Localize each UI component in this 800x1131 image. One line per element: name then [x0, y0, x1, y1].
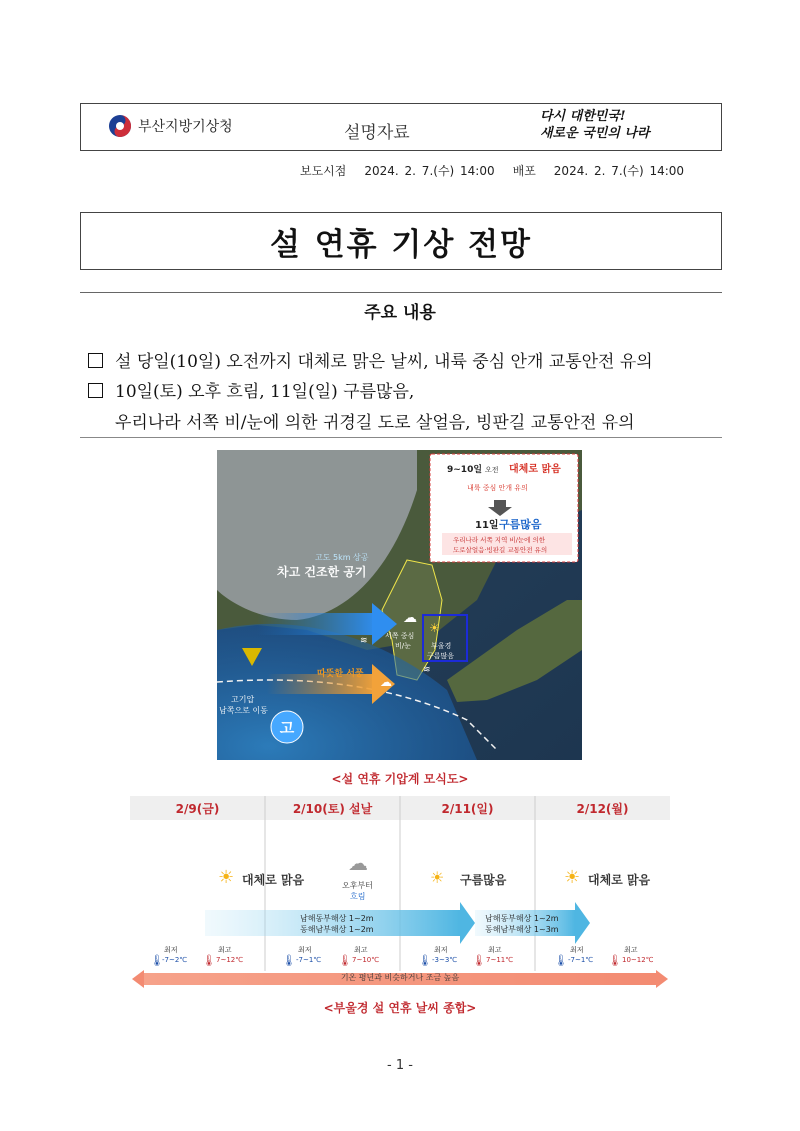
box-warn-1: 우리나라 서쪽 지역 비/눈에 의한	[453, 536, 546, 544]
sun-cloud-icon: ☀	[429, 621, 440, 635]
weather-label: 구름많음	[460, 873, 507, 887]
high-move-label-2: 남쪽으로 이동	[219, 706, 268, 715]
min-label: 최저	[570, 946, 584, 954]
min-temp: -7~1℃	[568, 956, 594, 964]
cold-air-label: 차고 건조한 공기	[277, 565, 367, 579]
sea-state-line: 남해동부해상 1~2m	[300, 914, 374, 923]
bullet-text: 10일(토) 오후 흐림, 11일(일) 구름많음,	[115, 382, 415, 402]
taegeuk-icon	[108, 114, 132, 138]
thermometer-cold-icon: 🌡	[418, 954, 432, 967]
title-box	[80, 212, 722, 270]
thermometer-hot-icon: 🌡	[338, 954, 352, 967]
snow-cloud-icon: ☁	[380, 675, 392, 689]
sea-state	[300, 913, 374, 935]
day-label: 2/10(토) 설날	[292, 802, 373, 816]
press-label: 보도시점	[300, 164, 347, 178]
cold-air-small-label: 고도 5km 상공	[315, 553, 369, 562]
temperature-note: 기온 평년과 비슷하거나 조금 높음	[340, 973, 460, 982]
dist-label: 배포	[512, 164, 536, 178]
busan-label-1: 부울경	[431, 642, 452, 650]
bullet-item	[88, 347, 653, 372]
thermometer-cold-icon: 🌡	[282, 954, 296, 967]
weather-label: 대체로 맑음	[242, 873, 305, 887]
sea-state-line: 동해남부해상 1~3m	[485, 925, 559, 934]
checkbox-square-icon	[88, 383, 103, 398]
box-fog: 내륙 중심 안개 유의	[467, 484, 528, 492]
max-label: 최고	[354, 946, 368, 954]
org-name: 부산지방기상청	[138, 119, 233, 135]
thermometer-hot-icon: 🌡	[202, 954, 216, 967]
wave-icon: ≋	[423, 665, 431, 675]
day-label: 2/11(일)	[441, 802, 494, 816]
dist-time: 2024. 2. 7.(수) 14:00	[553, 164, 685, 178]
page-title: 설 연휴 기상 전망	[270, 226, 532, 263]
max-label: 최고	[624, 946, 638, 954]
min-label: 최저	[298, 946, 312, 954]
page-number: - 1 -	[387, 1058, 413, 1073]
box-wx2: 구름많음	[499, 518, 542, 531]
bullet-text: 설 당일(10일) 오전까지 대체로 맑은 날씨, 내륙 중심 안개 교통안전 유의	[115, 352, 653, 372]
max-temp: 7~11℃	[486, 956, 514, 964]
max-temp: 7~12℃	[216, 956, 244, 964]
divider	[80, 292, 722, 293]
forecast-summary	[130, 796, 670, 988]
pressure-map	[217, 450, 582, 760]
max-temp: 10~12℃	[622, 956, 654, 964]
box-days: 9~10일	[447, 465, 483, 475]
cloud-icon: ☁	[403, 610, 417, 626]
weather-label: 흐림	[350, 892, 366, 901]
divider	[80, 437, 722, 438]
high-pressure-symbol: 고	[279, 719, 295, 737]
day-label: 2/12(월)	[576, 802, 629, 816]
release-info	[300, 162, 702, 179]
map-caption: <설 연휴 기압계 모식도>	[331, 772, 469, 786]
min-temp: -7~2℃	[162, 956, 188, 964]
min-label: 최저	[164, 946, 178, 954]
slogan	[540, 108, 650, 142]
sea-state	[485, 913, 559, 935]
max-label: 최고	[218, 946, 232, 954]
doc-type: 설명자료	[344, 123, 410, 143]
sea-state-line: 동해남부해상 1~2m	[300, 925, 374, 934]
min-temp: -7~1℃	[296, 956, 322, 964]
box-day11: 11일	[475, 520, 499, 531]
sea-state-line: 남해동부해상 1~2m	[485, 914, 559, 923]
cloud-icon: ☁	[348, 851, 368, 875]
weather-label: 오후부터	[342, 881, 373, 890]
min-temp: -3~3℃	[432, 956, 458, 964]
sun-cloud-icon: ☀	[430, 868, 445, 887]
bullet-continuation: 우리나라 서쪽 비/눈에 의한 귀경길 도로 살얼음, 빙판길 교통안전 유의	[115, 413, 635, 433]
thermometer-cold-icon: 🌡	[554, 954, 568, 967]
west-label-1: 서쪽 중심	[385, 632, 415, 640]
max-label: 최고	[488, 946, 502, 954]
bullet-item	[88, 377, 414, 402]
press-time: 2024. 2. 7.(수) 14:00	[364, 164, 495, 178]
slogan-line-2: 새로운 국민의 나라	[540, 126, 650, 141]
checkbox-square-icon	[88, 353, 103, 368]
day-label: 2/9(금)	[175, 802, 220, 816]
slogan-line-1: 다시 대한민국!	[540, 109, 626, 124]
forecast-caption: <부울경 설 연휴 날씨 종합>	[323, 1001, 477, 1015]
high-move-label-1: 고기압	[231, 695, 255, 704]
wave-icon: ≋	[360, 636, 368, 646]
min-label: 최저	[434, 946, 448, 954]
org-logo	[108, 114, 233, 138]
thermometer-hot-icon: 🌡	[608, 954, 622, 967]
box-time: 오전	[485, 466, 499, 474]
warm-air-label: 따뜻한 서풍	[317, 669, 364, 679]
thermometer-hot-icon: 🌡	[472, 954, 486, 967]
weather-label: 대체로 맑음	[588, 873, 651, 887]
sun-icon: ☀	[564, 867, 581, 888]
max-temp: 7~10℃	[352, 956, 380, 964]
box-warn-2: 도로살얼음·빙판길 교통안전 유의	[453, 546, 548, 554]
busan-label-2: 구름많음	[427, 652, 455, 660]
key-heading: 주요 내용	[364, 303, 436, 323]
sun-icon: ☀	[218, 867, 235, 888]
box-wx1: 대체로 맑음	[509, 464, 561, 475]
west-label-2: 비/눈	[395, 642, 411, 650]
thermometer-cold-icon: 🌡	[150, 954, 164, 967]
